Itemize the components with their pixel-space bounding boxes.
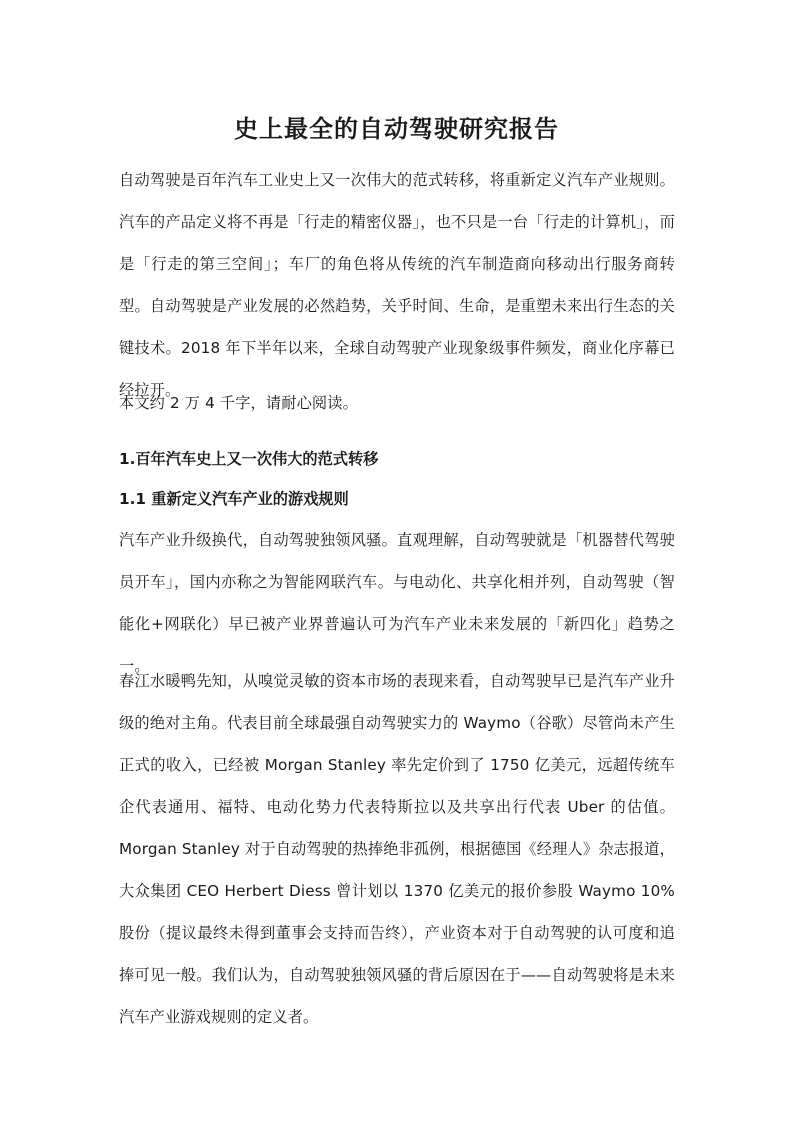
subsection-heading: 1.1 重新定义汽车产业的游戏规则 [119, 490, 349, 508]
body-paragraph-1: 汽车产业升级换代，自动驾驶独领风骚。直观理解，自动驾驶就是「机器替代驾驶员开车」，国内亦称之为智能网联汽车。与电动化、共享化相并列，自动驾驶（智能化+网联化）早已被产业界普遍认可为汽车产业未来发展的「新四化」趋势之一。 [119, 531, 675, 675]
intro-paragraph: 自动驾驶是百年汽车工业史上又一次伟大的范式转移，将重新定义汽车产业规则。汽车的产品定义将不再是「行走的精密仪器」，也不只是一台「行走的计算机」，而是「行走的第三空间」；车厂的角色将从传统的汽车制造商向移动出行服务商转型。自动驾驶是产业发展的必然趋势，关乎时间、生命，是重塑未来出行生态的关键技术。2018 年下半年以来，全球自动驾驶产业现象级事件频发，商业化序幕已经拉开。 [119, 171, 675, 399]
body-paragraph-2: 春江水暖鸭先知，从嗅觉灵敏的资本市场的表现来看，自动驾驶早已是汽车产业升级的绝对主角。代表目前全球最强自动驾驶实力的 Waymo（谷歌）尽管尚未产生正式的收入，已经被 Morgan Stanley 率先定价到了 1750 亿美元，远超传统车企代表通用、福特、电动化势力代表特斯拉以及共享出行代表 Uber 的估值。Morgan Stanley 对于自动驾驶的热捧绝非孤例，根据德国《经理人》杂志报道，大众集团 CEO Herbert Diess 曾计划以 1370 亿美元的报价参股 Waymo 10% 股份（提议最终未得到董事会支持而告终），产业资本对于自动驾驶的认可度和追捧可见一般。我们认为，自动驾驶独领风骚的背后原因在于——自动驾驶将是未来汽车产业游戏规则的定义者。 [119, 672, 675, 1026]
page-title: 史上最全的自动驾驶研究报告 [234, 115, 559, 143]
length-note: 本文约 2 万 4 千字，请耐心阅读。 [119, 394, 358, 412]
section-heading: 1.百年汽车史上又一次伟大的范式转移 [119, 450, 379, 468]
